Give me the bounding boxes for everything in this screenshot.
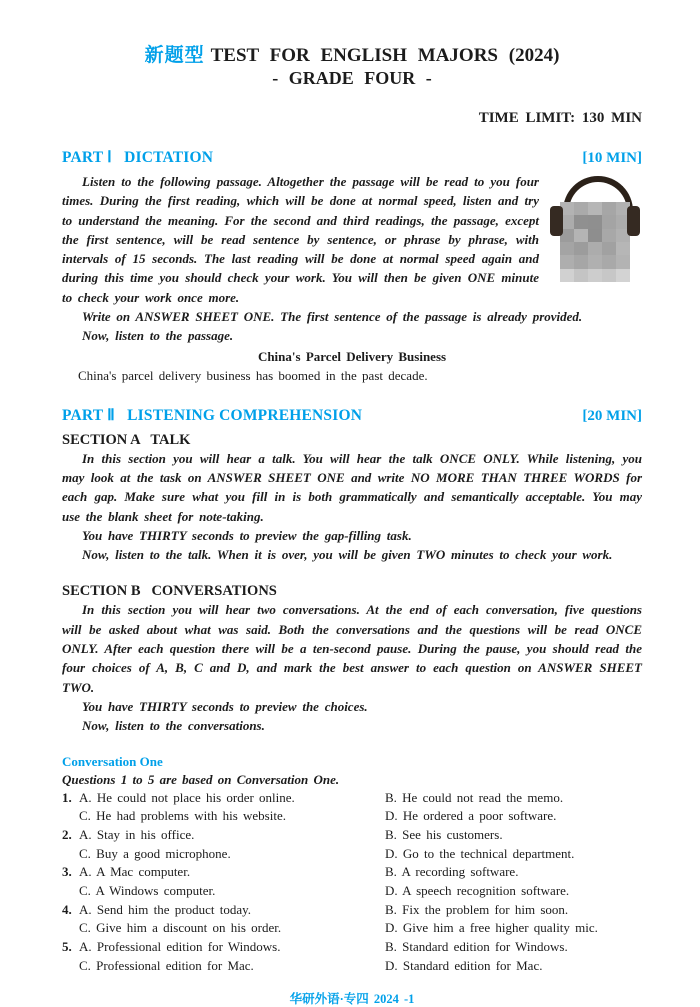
section-a-instructions: In this section you will hear a talk. You will hear the talk ONCE ONLY. While listening, you may look at the task on ANSWER SHEET ONE and write NO MORE THAN THREE WORDS for each gap. Make sure what you fill in is both grammatically and semantically acceptable. You may use the blank sheet for note-taking. (62, 450, 642, 524)
question-row (62, 901, 642, 920)
option-d: D. Standard edition for Mac. (385, 957, 543, 973)
option-c: C. Give him a discount on his order. (79, 920, 282, 936)
paper-title: TEST FOR ENGLISH MAJORS (2024) (210, 45, 560, 66)
page-footer: 华研外语·专四 2024 -1 (289, 991, 415, 1006)
time-limit-label: TIME LIMIT: 130 MIN (478, 110, 642, 126)
new-format-badge: 新题型 (144, 45, 205, 66)
option-c: C. He had problems with his website. (79, 808, 286, 824)
paper-title-line (62, 44, 642, 67)
question-row (62, 807, 642, 826)
section-b-instructions: In this section you will hear two conversations. At the end of each conversation, five questions will be asked about what was said. Both the conversations and the questions will be read ONCE ONLY. After each question there will be a ten-second pause. During the pause, you should read the four choices of A, B, C and D, and mark the best answer to each question on ANSWER SHEET TWO. (62, 602, 642, 695)
dictation-listen-note: Now, listen to the passage. (82, 328, 234, 344)
option-c: C. A Windows computer. (79, 883, 216, 899)
question-number: 4. (62, 901, 72, 917)
conversation-one-subheading: Questions 1 to 5 are based on Conversation One. (62, 771, 340, 787)
passage-first-sentence: China's parcel delivery business has boomed in the past decade. (78, 367, 428, 383)
part1-heading-row (62, 148, 642, 167)
option-d: D. Give him a free higher quality mic. (385, 920, 598, 936)
option-d: D. He ordered a poor software. (385, 808, 557, 824)
question-row (62, 882, 642, 901)
dictation-write-note: Write on ANSWER SHEET ONE. The first sentence of the passage is already provided. (82, 309, 583, 325)
option-a: A. Stay in his office. (79, 826, 195, 842)
question-row (62, 789, 642, 808)
option-d: D. A speech recognition software. (385, 883, 570, 899)
section-b-preview-note: You have THIRTY seconds to preview the choices. (82, 698, 368, 714)
passage-title: China's Parcel Delivery Business (257, 348, 447, 364)
question-row (62, 919, 642, 938)
question-row (62, 845, 642, 864)
part2-heading: PART Ⅱ LISTENING COMPREHENSION (62, 406, 363, 424)
question-row (62, 957, 642, 976)
option-b: B. Standard edition for Windows. (385, 939, 568, 955)
section-a-heading: SECTION A TALK (62, 431, 191, 448)
option-d: D. Go to the technical department. (385, 845, 575, 861)
paper-header (62, 44, 642, 90)
conversation-one-heading: Conversation One (62, 753, 163, 769)
option-a: A. Send him the product today. (79, 901, 251, 917)
paper-subtitle: - GRADE FOUR - (272, 68, 432, 88)
part2-duration: [20 MIN] (582, 407, 642, 424)
option-a: A. He could not place his order online. (79, 789, 295, 805)
question-list (62, 789, 642, 976)
question-number: 1. (62, 789, 72, 805)
qr-mosaic (560, 202, 630, 282)
question-row (62, 826, 642, 845)
option-b: B. Fix the problem for him soon. (385, 901, 569, 917)
question-number: 5. (62, 939, 72, 955)
section-a-listen-note: Now, listen to the talk. When it is over, you will be given TWO minutes to check your work. (82, 547, 613, 563)
section-a-preview-note: You have THIRTY seconds to preview the gap-filling task. (82, 527, 412, 543)
part1-heading: PART Ⅰ DICTATION (62, 149, 214, 166)
headphone-earcup-right-icon (627, 206, 640, 236)
headphones-qr-icon (549, 174, 642, 288)
option-b: B. A recording software. (385, 864, 519, 880)
option-b: B. See his customers. (385, 826, 503, 842)
question-row (62, 863, 642, 882)
option-b: B. He could not read the memo. (385, 789, 564, 805)
question-row (62, 938, 642, 957)
headphone-earcup-left-icon (550, 206, 563, 236)
question-number: 3. (62, 864, 72, 880)
question-number: 2. (62, 826, 72, 842)
part1-duration: [10 MIN] (582, 150, 642, 166)
part2-heading-row (62, 406, 642, 425)
option-a: A. A Mac computer. (79, 864, 191, 880)
section-b-heading: SECTION B CONVERSATIONS (62, 583, 277, 600)
section-b-listen-note: Now, listen to the conversations. (82, 718, 265, 734)
dictation-instructions: Listen to the following passage. Altogether the passage will be read to you four times. During the first reading, which will be done at normal speed, listen and try to understand the meaning. For the second and third readings, the passage, except the first sentence, will be read sentence by sentence, or phrase by phrase, with intervals of 15 seconds. The last reading will be done at normal speed again and during this time you should check your work. You will then be given ONE minute to check your work once more. (62, 174, 539, 305)
option-a: A. Professional edition for Windows. (79, 939, 281, 955)
option-c: C. Professional edition for Mac. (79, 957, 254, 973)
part1-body (62, 172, 642, 385)
option-c: C. Buy a good microphone. (79, 845, 231, 861)
